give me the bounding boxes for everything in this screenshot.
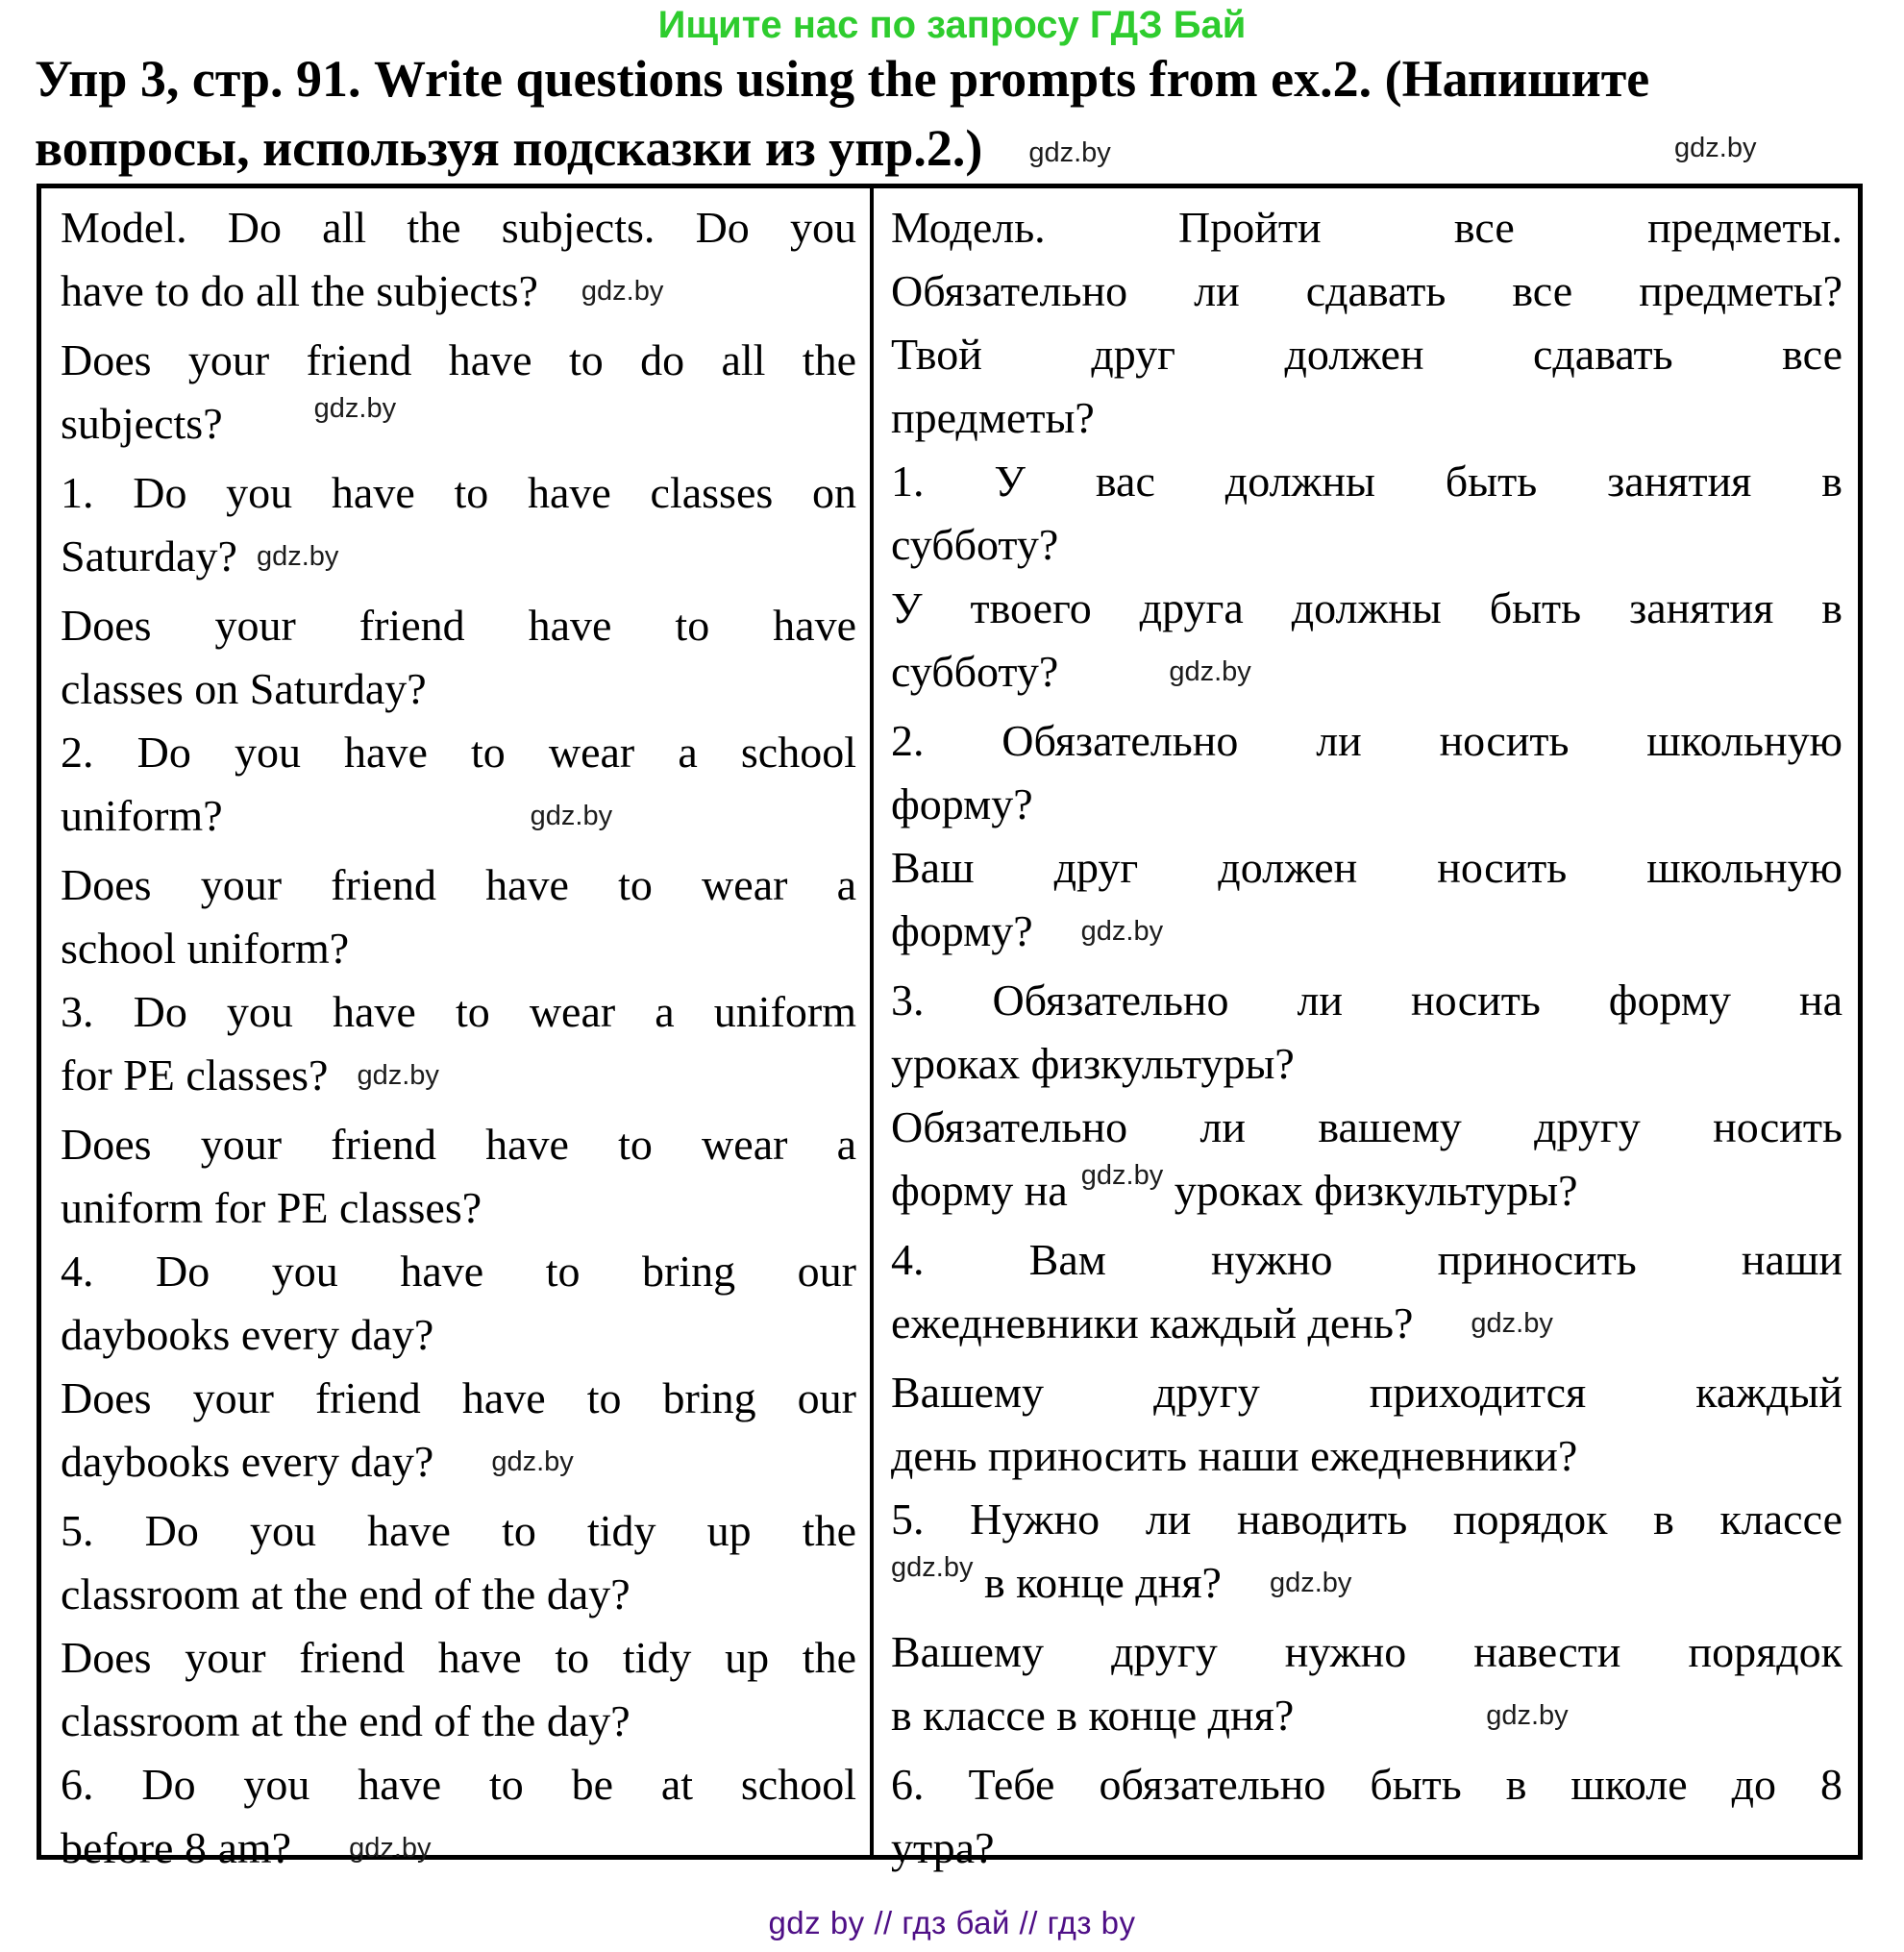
text-line <box>891 640 1842 709</box>
table-paragraph <box>891 1753 1842 1880</box>
table-cell-russian <box>874 188 1858 1872</box>
text-line <box>61 461 856 525</box>
paragraph-text: daybooks every day? <box>61 1310 434 1359</box>
text-line <box>891 836 1842 900</box>
text-line <box>891 1096 1842 1159</box>
paragraph-text: Does your friend have to wear a <box>61 1120 856 1169</box>
paragraph-text: for PE classes? <box>61 1050 329 1100</box>
paragraph-text: предметы? <box>891 393 1095 442</box>
text-line <box>891 709 1842 773</box>
answers-table <box>37 184 1863 1872</box>
paragraph-text: subjects? <box>61 399 223 448</box>
text-line <box>61 1240 856 1303</box>
paragraph-text: Вашему другу приходится каждый <box>891 1368 1842 1417</box>
text-line <box>61 657 856 721</box>
text-line <box>891 386 1842 450</box>
paragraph-text: Твой друг должен сдавать все <box>891 330 1842 379</box>
table-paragraph <box>891 450 1842 577</box>
paragraph-text: субботу? <box>891 520 1059 569</box>
text-line <box>61 1113 856 1176</box>
text-line <box>61 853 856 917</box>
text-line <box>61 1563 856 1626</box>
paragraph-text: уроках физкультуры? <box>1163 1166 1578 1215</box>
text-line <box>891 577 1842 640</box>
gdz-watermark: gdz.by <box>1169 656 1251 687</box>
paragraph-text: 1. Do you have to have classes on <box>61 468 856 517</box>
paragraph-text: У твоего друга должны быть занятия в <box>891 583 1842 632</box>
table-paragraph <box>891 709 1842 836</box>
text-line <box>61 1753 856 1816</box>
paragraph-text: uniform? <box>61 791 223 840</box>
text-line <box>61 1626 856 1690</box>
text-line <box>61 525 856 594</box>
text-line <box>891 969 1842 1032</box>
text-line <box>891 1488 1842 1551</box>
paragraph-text: 6. Do you have to be at school <box>61 1760 856 1809</box>
paragraph-text: Does your friend have to tidy up the <box>61 1633 856 1682</box>
table-paragraph <box>61 1113 856 1240</box>
paragraph-text: Модель. Пройти все предметы. <box>891 203 1842 252</box>
text-line <box>61 1690 856 1753</box>
table-paragraph <box>61 196 856 329</box>
paragraph-text: в классе в конце дня? <box>891 1691 1295 1740</box>
paragraph-text: форму? <box>891 906 1033 955</box>
paragraph-text: uniform for PE classes? <box>61 1183 482 1232</box>
text-line <box>891 259 1842 323</box>
table-paragraph <box>61 594 856 721</box>
text-line <box>61 196 856 259</box>
title-line-2-text: вопросы, используя подсказки из упр.2.) <box>35 119 983 177</box>
paragraph-text: день приносить наши ежедневники? <box>891 1431 1578 1480</box>
paragraph-text: Saturday? <box>61 531 237 581</box>
paragraph-text: 6. Тебе обязательно быть в школе до 8 <box>891 1760 1842 1809</box>
paragraph-text: 2. Обязательно ли носить школьную <box>891 716 1842 765</box>
text-line <box>61 1430 856 1499</box>
table-paragraph <box>61 1753 856 1886</box>
paragraph-text: Does your friend have to bring our <box>61 1373 856 1422</box>
text-line <box>61 917 856 980</box>
table-paragraph <box>61 853 856 980</box>
table-paragraph <box>891 1620 1842 1753</box>
table-paragraph <box>891 1228 1842 1361</box>
table-paragraph <box>61 980 856 1113</box>
table-paragraph <box>61 1240 856 1367</box>
paragraph-text: Обязательно ли вашему другу носить <box>891 1102 1842 1151</box>
text-line <box>891 450 1842 513</box>
paragraph-text: уроках физкультуры? <box>891 1039 1295 1088</box>
text-line <box>61 1303 856 1367</box>
table-paragraph <box>891 836 1842 969</box>
text-line <box>891 1424 1842 1488</box>
paragraph-text: 4. Do you have to bring our <box>61 1247 856 1296</box>
table-paragraph <box>61 1367 856 1499</box>
paragraph-text: daybooks every day? <box>61 1437 434 1486</box>
paragraph-text: Does your friend have to do all the <box>61 335 856 384</box>
table-paragraph <box>891 577 1842 709</box>
text-line <box>891 1159 1842 1228</box>
title-line-1: Упр 3, стр. 91. Write questions using the prompts from ex.2. (Напишите <box>35 50 1650 108</box>
promo-banner: Ищите нас по запросу ГДЗ Бай <box>657 4 1247 46</box>
paragraph-text: 3. Do you have to wear a uniform <box>61 987 856 1036</box>
text-line <box>891 900 1842 969</box>
text-line <box>891 1620 1842 1684</box>
paragraph-text: ежедневники каждый день? <box>891 1298 1414 1347</box>
table-paragraph <box>891 323 1842 450</box>
gdz-watermark: gdz.by <box>1486 1700 1569 1731</box>
text-line <box>61 594 856 657</box>
paragraph-text: 4. Вам нужно приносить наши <box>891 1235 1842 1284</box>
text-line <box>891 1753 1842 1816</box>
gdz-watermark: gdz.by <box>1080 916 1164 947</box>
text-line <box>61 1499 856 1563</box>
paragraph-text: classroom at the end of the day? <box>61 1569 631 1618</box>
text-line <box>891 1816 1842 1880</box>
paragraph-text: форму? <box>891 779 1033 828</box>
gdz-watermark: gdz.by <box>1080 1160 1164 1191</box>
table-paragraph <box>891 969 1842 1096</box>
gdz-watermark: gdz.by <box>256 541 339 572</box>
text-line <box>61 1367 856 1430</box>
paragraph-text: classroom at the end of the day? <box>61 1696 631 1745</box>
table-paragraph <box>61 461 856 594</box>
text-line <box>891 773 1842 836</box>
paragraph-text: Вашему другу нужно навести порядок <box>891 1627 1842 1676</box>
table-paragraph <box>61 1626 856 1753</box>
gdz-watermark: gdz.by <box>581 276 664 307</box>
text-line <box>891 1361 1842 1424</box>
text-line <box>891 1684 1842 1753</box>
table-paragraph <box>891 1488 1842 1620</box>
gdz-watermark: gdz.by <box>1269 1568 1352 1598</box>
table-paragraph <box>891 196 1842 323</box>
paragraph-text: Model. Do all the subjects. Do you <box>61 203 856 252</box>
text-line <box>61 1044 856 1113</box>
text-line <box>61 259 856 329</box>
paragraph-text: before 8 am? <box>61 1823 292 1872</box>
text-line <box>61 721 856 784</box>
text-line <box>61 784 856 853</box>
table-paragraph <box>61 721 856 853</box>
paragraph-text: 3. Обязательно ли носить форму на <box>891 976 1842 1025</box>
paragraph-text: have to do all the subjects? <box>61 266 538 315</box>
gdz-watermark: gdz.by <box>530 801 613 831</box>
gdz-watermark: gdz.by <box>1471 1308 1553 1339</box>
table-paragraph <box>891 1361 1842 1488</box>
text-line <box>891 196 1842 259</box>
paragraph-text: форму на <box>891 1166 1068 1215</box>
exercise-title <box>35 44 1866 191</box>
text-line <box>61 329 856 392</box>
table-paragraph <box>61 1499 856 1626</box>
paragraph-text: в конце дня? <box>973 1558 1222 1607</box>
paragraph-text: Обязательно ли сдавать все предметы? <box>891 266 1842 315</box>
text-line <box>61 1816 856 1886</box>
paragraph-text: 5. Do you have to tidy up the <box>61 1506 856 1555</box>
paragraph-text: school uniform? <box>61 924 350 973</box>
title-line-2 <box>35 113 1866 191</box>
gdz-watermark: gdz.by <box>1028 137 1111 168</box>
text-line <box>891 1032 1842 1096</box>
paragraph-text: Does your friend have to wear a <box>61 860 856 909</box>
text-line <box>61 1176 856 1240</box>
gdz-watermark: gdz.by <box>491 1446 574 1477</box>
text-line <box>61 980 856 1044</box>
paragraph-text: Ваш друг должен носить школьную <box>891 843 1842 892</box>
table-paragraph <box>891 1096 1842 1228</box>
footer-watermark: gdz by // гдз бай // гдз by <box>768 1905 1136 1940</box>
text-line <box>891 323 1842 386</box>
gdz-watermark: gdz.by <box>349 1833 432 1864</box>
table-cell-english <box>41 188 874 1872</box>
gdz-watermark: gdz.by <box>357 1060 439 1091</box>
paragraph-text: 1. У вас должны быть занятия в <box>891 457 1842 506</box>
text-line <box>891 1292 1842 1361</box>
paragraph-text: утра? <box>891 1823 995 1872</box>
gdz-watermark: gdz.by <box>891 1552 974 1583</box>
text-line <box>891 1228 1842 1292</box>
paragraph-text: 2. Do you have to wear a school <box>61 728 856 777</box>
paragraph-text: субботу? <box>891 647 1059 696</box>
text-line <box>891 1551 1842 1620</box>
paragraph-text: Does your friend have to have <box>61 601 856 650</box>
paragraph-text: 5. Нужно ли наводить порядок в классе <box>891 1495 1842 1544</box>
table-paragraph <box>61 329 856 461</box>
gdz-watermark: gdz.by <box>1674 133 1757 163</box>
paragraph-text: classes on Saturday? <box>61 664 427 713</box>
gdz-watermark: gdz.by <box>313 393 397 424</box>
text-line <box>61 392 856 461</box>
text-line <box>891 513 1842 577</box>
